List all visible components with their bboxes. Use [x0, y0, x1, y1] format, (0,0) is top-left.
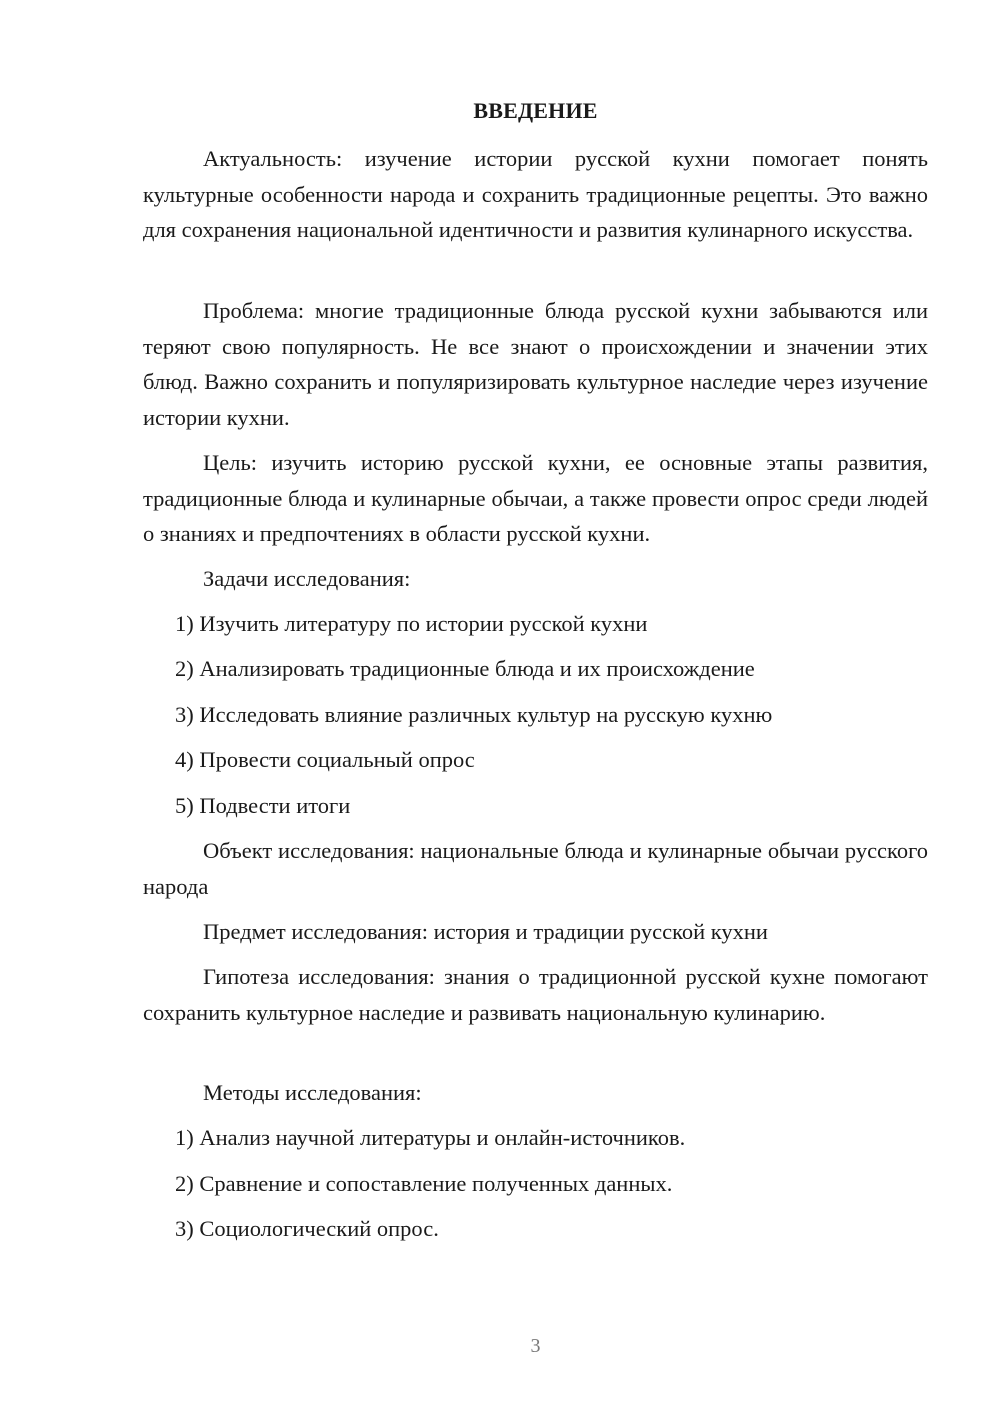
method-item: 3) Социологический опрос.: [175, 1216, 439, 1241]
object-paragraph: Объект исследования: национальные блюда и кулинарные обычаи русского народа: [143, 838, 928, 899]
document-page: [143, 0, 928, 1414]
actuality-paragraph: Актуальность: изучение истории русской кухни помогает понять культурные особенности народа и сохранить традиционные рецепты. Это важно для сохранения национальной идентичности и развития кулинарного искусства.: [143, 146, 928, 242]
task-item: 3) Исследовать влияние различных культур на русскую кухню: [175, 702, 773, 727]
task-item: 4) Провести социальный опрос: [175, 747, 475, 772]
hypothesis-paragraph: Гипотеза исследования: знания о традиционной русской кухне помогают сохранить культурное наследие и развивать национальную кулинарию.: [143, 964, 928, 1025]
task-item: 2) Анализировать традиционные блюда и их происхождение: [175, 656, 755, 681]
subject-line: Предмет исследования: история и традиции русской кухни: [203, 919, 768, 944]
task-item: 5) Подвести итоги: [175, 793, 351, 818]
section-title: ВВЕДЕНИЕ: [473, 98, 598, 123]
task-item: 1) Изучить литературу по истории русской кухни: [175, 611, 648, 636]
tasks-heading: Задачи исследования:: [203, 566, 411, 591]
methods-heading: Методы исследования:: [203, 1080, 422, 1105]
method-item: 2) Сравнение и сопоставление полученных данных.: [175, 1171, 673, 1196]
page-number: 3: [530, 1335, 541, 1357]
goal-paragraph: Цель: изучить историю русской кухни, ее основные этапы развития, традиционные блюда и кулинарные обычаи, а также провести опрос среди людей о знаниях и предпочтениях в области русской кухни.: [143, 450, 928, 546]
method-item: 1) Анализ научной литературы и онлайн-источников.: [175, 1125, 686, 1150]
problem-paragraph: Проблема: многие традиционные блюда русской кухни забываются или теряют свою популярность. Не все знают о происхождении и значении этих блюд. Важно сохранить и популяризировать культурное наследие через изучение истории кухни.: [143, 298, 928, 430]
